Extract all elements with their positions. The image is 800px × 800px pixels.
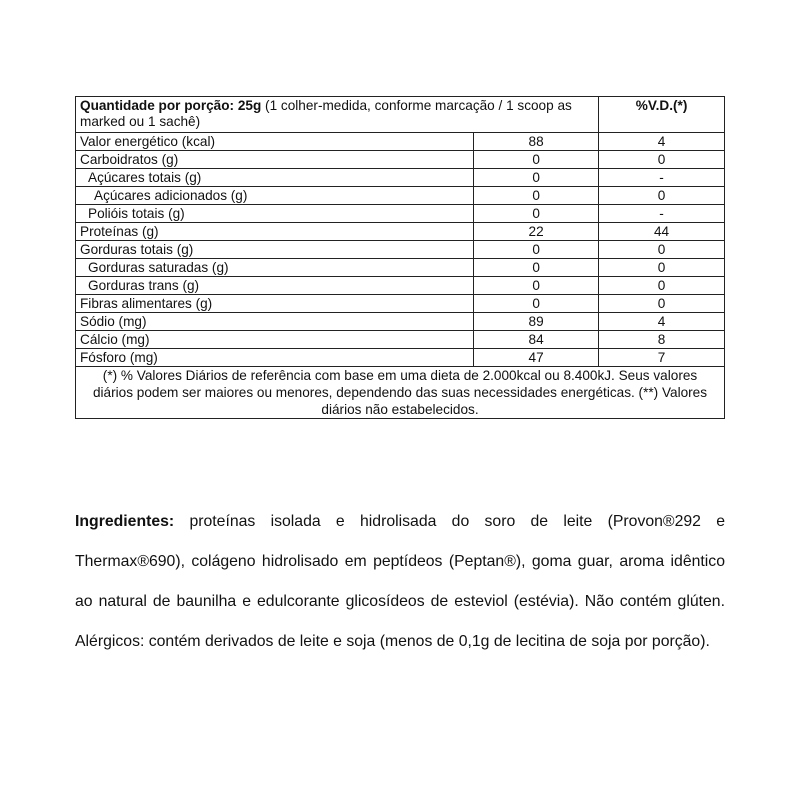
nutrient-amount: 0: [474, 259, 599, 277]
nutrient-amount: 88: [474, 133, 599, 151]
nutrient-amount: 0: [474, 169, 599, 187]
table-row: [76, 169, 725, 187]
nutrient-name: Gorduras totais (g): [76, 241, 474, 259]
nutrient-daily-value: 0: [599, 295, 725, 313]
nutrient-amount: 22: [474, 223, 599, 241]
nutrient-name: Sódio (mg): [76, 313, 474, 331]
ingredients-paragraph: [75, 502, 725, 662]
daily-value-header: %V.D.(*): [599, 97, 725, 133]
nutrient-name: Açúcares adicionados (g): [76, 187, 474, 205]
table-footnote-row: [76, 367, 725, 419]
nutrient-name: Polióis totais (g): [76, 205, 474, 223]
table-row: [76, 241, 725, 259]
nutrient-daily-value: -: [599, 169, 725, 187]
nutrient-name: Cálcio (mg): [76, 331, 474, 349]
nutrient-amount: 0: [474, 241, 599, 259]
nutrient-daily-value: 0: [599, 259, 725, 277]
nutrient-name: Proteínas (g): [76, 223, 474, 241]
table-row: [76, 259, 725, 277]
nutrient-amount: 0: [474, 187, 599, 205]
nutrient-amount: 84: [474, 331, 599, 349]
table-row: [76, 187, 725, 205]
nutrient-name: Gorduras saturadas (g): [76, 259, 474, 277]
nutrient-name: Fibras alimentares (g): [76, 295, 474, 313]
nutrient-amount: 0: [474, 295, 599, 313]
serving-size-label: Quantidade por porção: 25g: [80, 98, 262, 113]
nutrient-daily-value: 0: [599, 241, 725, 259]
nutrition-facts-table: [75, 96, 725, 419]
table-header-row: [76, 97, 725, 133]
nutrient-name: Valor energético (kcal): [76, 133, 474, 151]
ingredients-text: proteínas isolada e hidrolisada do soro de leite (Provon®292 e Thermax®690), colágeno hidrolisado em peptídeos (Peptan®), goma guar, aroma idêntico ao natural de baunilha e edulcorante glicosídeos de esteviol (estévia). Não contém glúten. Alérgicos: contém derivados de leite e soja (menos de 0,1g de lecitina de soja por porção).: [75, 513, 725, 650]
table-row: [76, 133, 725, 151]
nutrient-daily-value: 0: [599, 187, 725, 205]
table-row: [76, 331, 725, 349]
nutrient-amount: 0: [474, 205, 599, 223]
nutrient-name: Fósforo (mg): [76, 349, 474, 367]
nutrient-daily-value: -: [599, 205, 725, 223]
table-row: [76, 349, 725, 367]
serving-size-detail: (1 colher-medida, conforme marcação / 1 scoop as marked ou 1 sachê): [80, 98, 572, 129]
table-row: [76, 277, 725, 295]
nutrient-daily-value: 4: [599, 313, 725, 331]
nutrient-amount: 0: [474, 277, 599, 295]
nutrient-daily-value: 0: [599, 277, 725, 295]
ingredients-label: Ingredientes:: [75, 513, 175, 530]
nutrient-daily-value: 8: [599, 331, 725, 349]
nutrient-amount: 0: [474, 151, 599, 169]
nutrient-daily-value: 0: [599, 151, 725, 169]
table-row: [76, 205, 725, 223]
daily-value-footnote: (*) % Valores Diários de referência com base em uma dieta de 2.000kcal ou 8.400kJ. Seus valores diários podem ser maiores ou menores, dependendo das suas necessidades energéticas. (**) Valores diários não estabelecidos.: [76, 367, 725, 419]
table-row: [76, 223, 725, 241]
nutrient-amount: 47: [474, 349, 599, 367]
nutrient-name: Carboidratos (g): [76, 151, 474, 169]
serving-size-header: [76, 97, 599, 133]
nutrient-name: Gorduras trans (g): [76, 277, 474, 295]
nutrient-daily-value: 4: [599, 133, 725, 151]
nutrient-daily-value: 44: [599, 223, 725, 241]
table-row: [76, 295, 725, 313]
nutrient-name: Açúcares totais (g): [76, 169, 474, 187]
table-row: [76, 151, 725, 169]
nutrient-amount: 89: [474, 313, 599, 331]
table-row: [76, 313, 725, 331]
nutrient-daily-value: 7: [599, 349, 725, 367]
